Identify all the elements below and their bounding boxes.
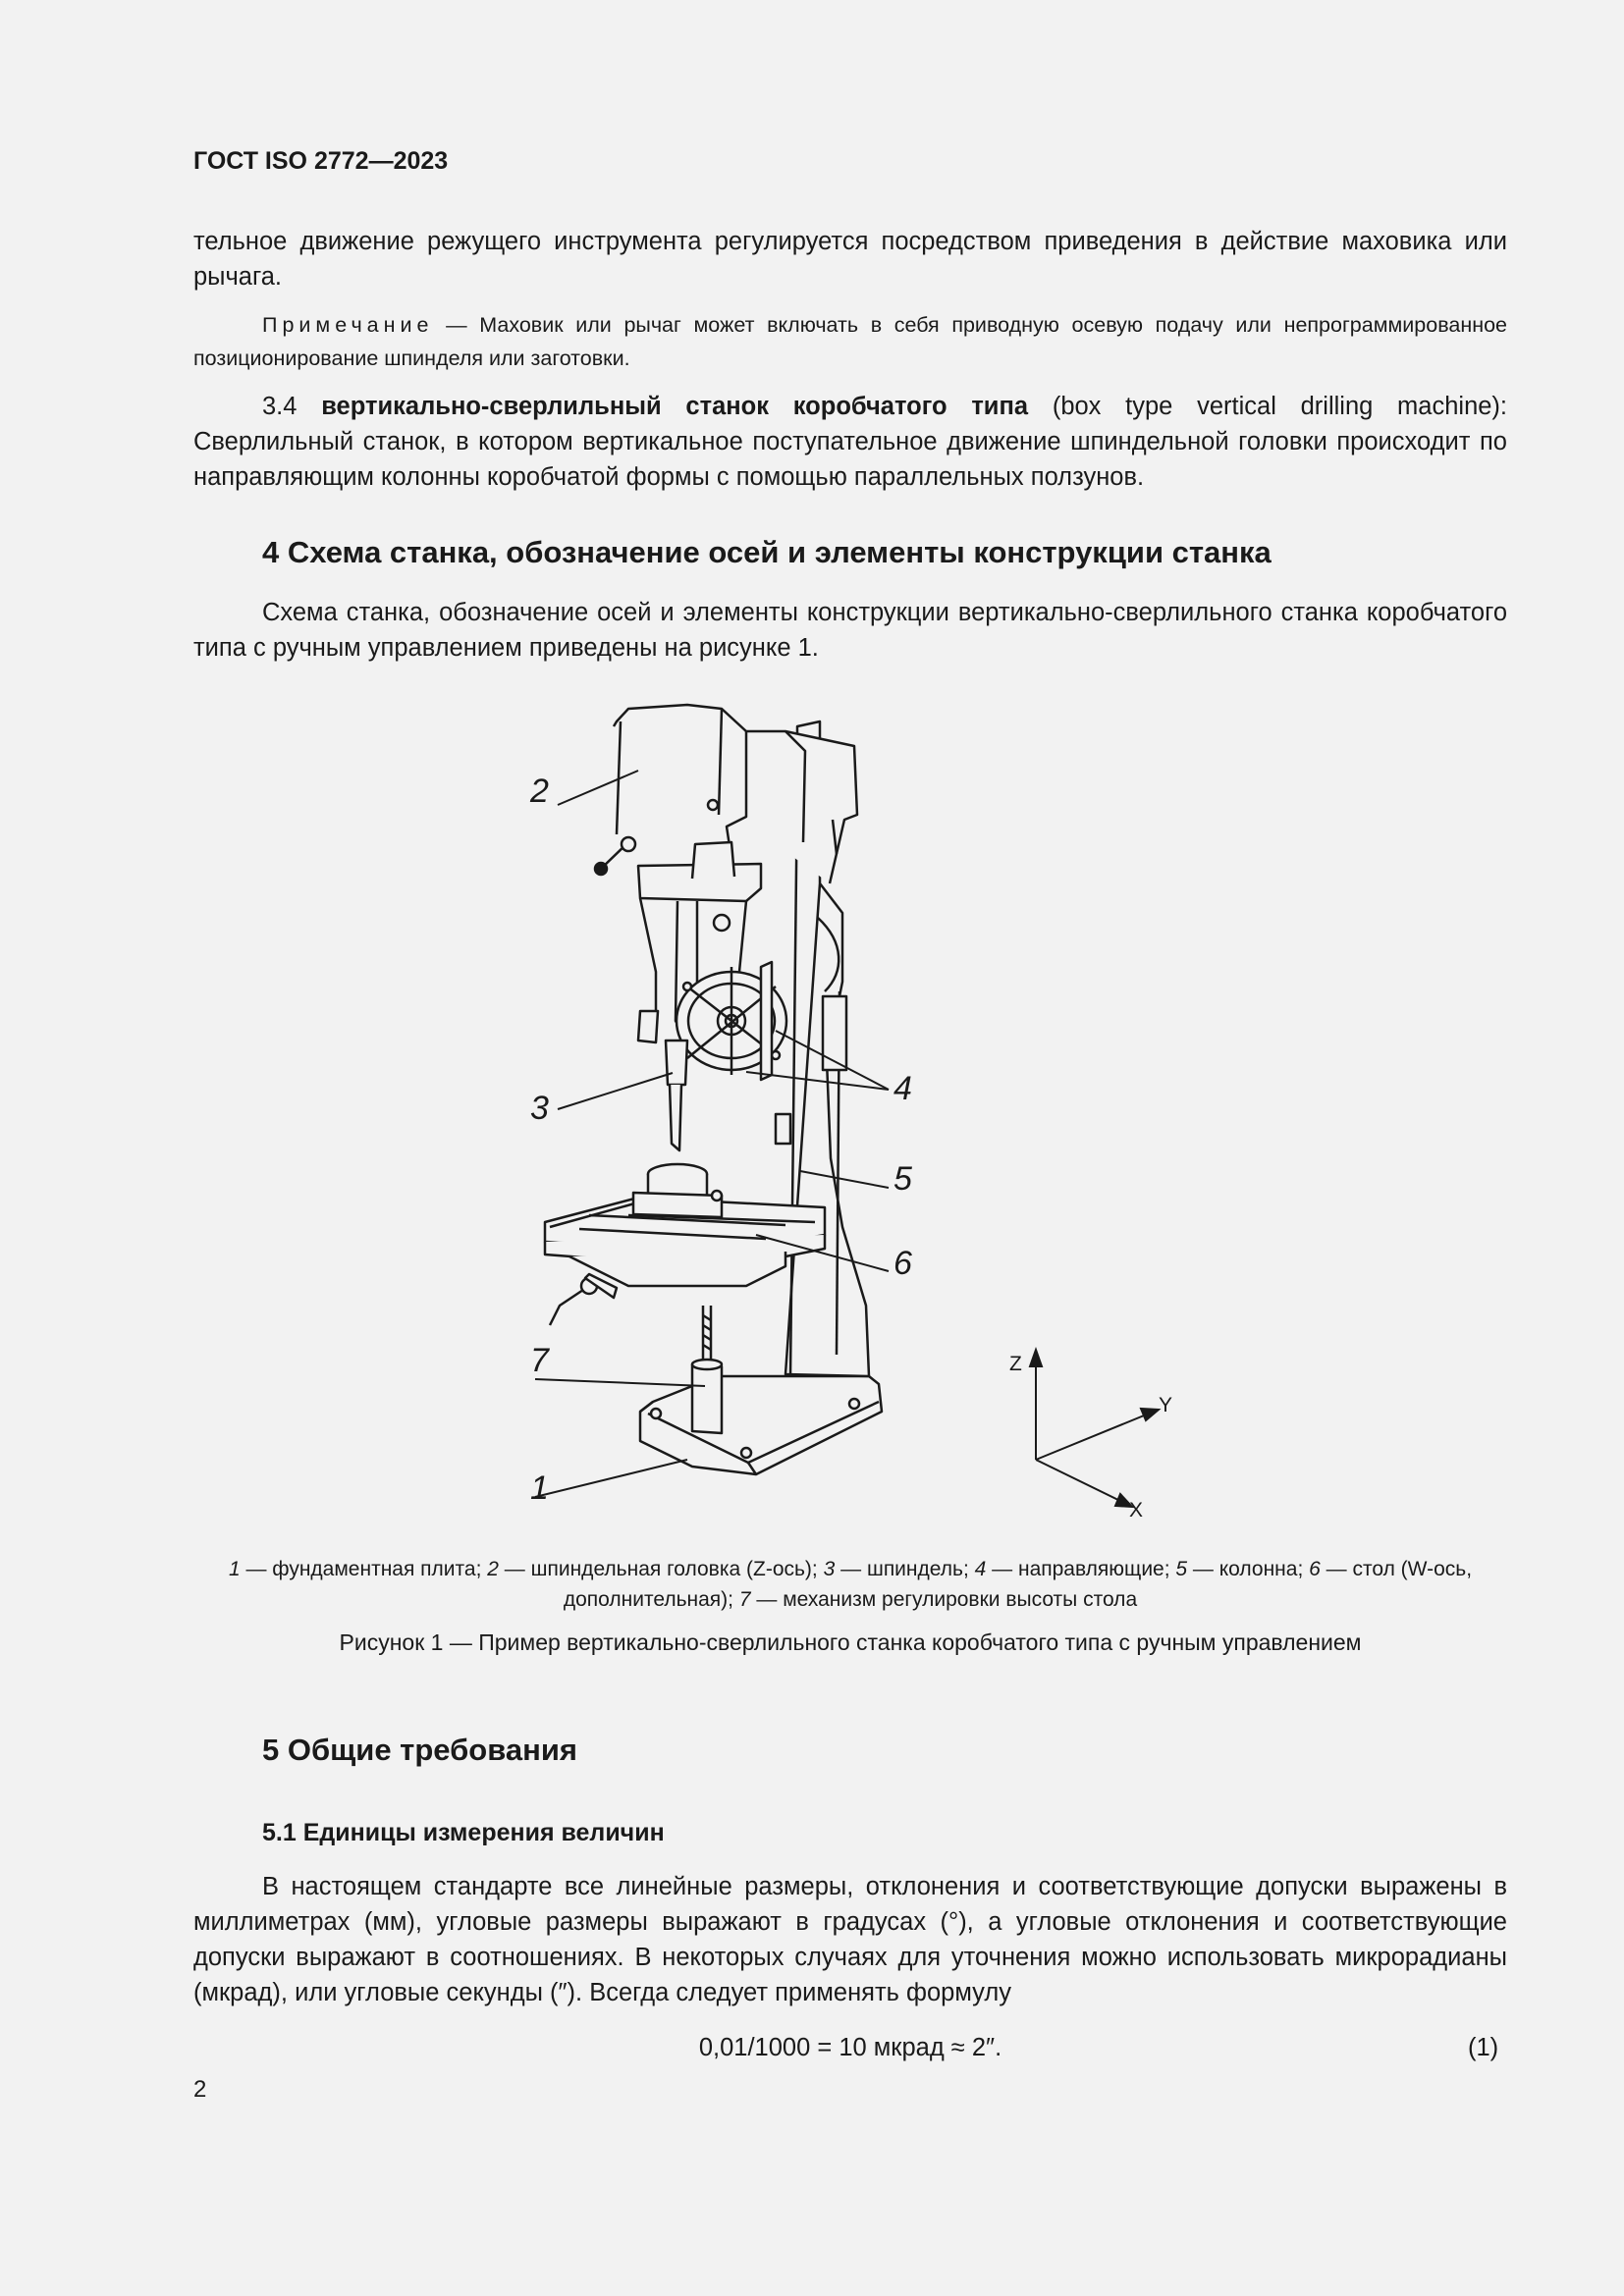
callout-1: 1 — [530, 1469, 549, 1507]
legend-text: — шпиндельная головка (Z-ось); — [498, 1558, 824, 1580]
legend-number: 6 — [1309, 1558, 1321, 1580]
callout-7: 7 — [530, 1342, 549, 1379]
note-label: Примечание — [262, 313, 434, 337]
axis-z-label: Z — [1009, 1353, 1022, 1375]
legend-number: 4 — [974, 1558, 987, 1580]
legend-number: 5 — [1175, 1558, 1188, 1580]
callout-5: 5 — [893, 1160, 912, 1198]
legend-text: — колонна; — [1187, 1558, 1310, 1580]
formula: 0,01/1000 = 10 мкрад ≈ 2″. — [698, 2034, 1002, 2061]
drilling-machine-drawing — [545, 705, 882, 1474]
axis-y-label: Y — [1159, 1394, 1173, 1416]
callout-4: 4 — [893, 1070, 912, 1107]
section-4-heading: 4 Схема станка, обозначение осей и элементы конструкции станка — [262, 535, 1272, 569]
document-header: ГОСТ ISO 2772—2023 — [193, 147, 449, 175]
legend-number: 1 — [228, 1558, 241, 1580]
axis-x-label: X — [1129, 1499, 1144, 1522]
page-number: 2 — [193, 2076, 207, 2103]
callout-3: 3 — [530, 1090, 549, 1127]
section-5-heading: 5 Общие требования — [262, 1733, 577, 1767]
legend-number: 2 — [487, 1558, 499, 1580]
legend-text: — механизм регулировки высоты стола — [750, 1588, 1138, 1611]
formula-number: (1) — [1468, 2034, 1499, 2061]
legend-number: 7 — [738, 1588, 751, 1611]
figure-legend — [193, 1554, 1507, 1615]
callout-2: 2 — [530, 773, 549, 810]
legend-text: — направляющие; — [986, 1558, 1176, 1580]
intro-paragraph: тельное движение режущего инструмента регулируется посредством приведения в действие маховика или рычага. — [193, 228, 1507, 291]
section-5-1-heading: 5.1 Единицы измерения величин — [262, 1819, 665, 1846]
section-5-1-text: В настоящем стандарте все линейные размеры, отклонения и соответствующие допуски выражены в миллиметрах (мм), угловые размеры выражают в градусах (°), а угловые отклонения и соответствующие допуски выражают в соотношениях. В некоторых случаях для уточнения можно использовать микрорадианы (мкрад), или угловые секунды (″). Всегда следует применять формулу — [193, 1873, 1507, 2006]
definition-term: вертикально-сверлильный станок коробчатого типа — [321, 393, 1029, 420]
legend-text: — шпиндель; — [835, 1558, 975, 1580]
section-5-1-paragraph — [193, 1869, 1507, 2010]
legend-text: — фундаментная плита; — [240, 1558, 488, 1580]
definition-text: (box type vertical drilling machine): Сверлильный станок, в котором вертикальное поступательное движение шпиндельной головки происходит по направляющим колонны коробчатой формы с помощью параллельных ползунов. — [193, 393, 1508, 491]
definition-number: 3.4 — [262, 393, 298, 420]
axis-diagram — [1030, 1350, 1159, 1507]
figure-caption: Рисунок 1 — Пример вертикально-сверлильного станка коробчатого типа с ручным управлением — [339, 1629, 1362, 1655]
section-4-text: Схема станка, обозначение осей и элементы конструкции вертикально-сверлильного станка коробчатого типа с ручным управлением приведены на рисунке 1. — [193, 599, 1507, 662]
note-text: — Маховик или рычаг может включать в себя приводную осевую подачу или непрограммированное позиционирование шпинделя или заготовки. — [193, 313, 1507, 370]
callout-6: 6 — [893, 1245, 912, 1282]
legend-text: — стол (W-ось, дополнительная); — [563, 1558, 1473, 1611]
legend-number: 3 — [823, 1558, 836, 1580]
